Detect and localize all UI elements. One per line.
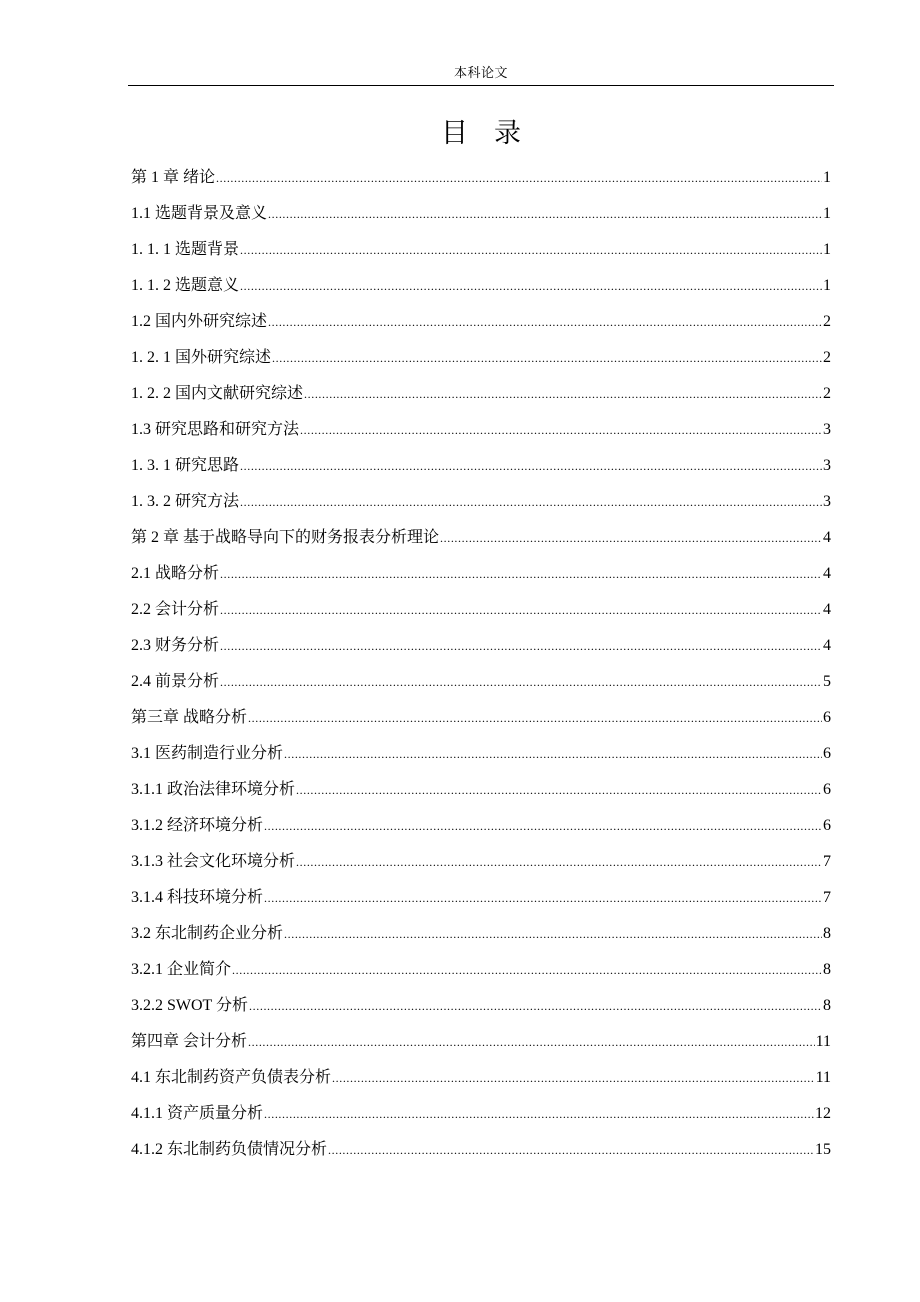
dot-leader: [249, 988, 822, 1024]
toc-entry-page: 15: [815, 1141, 831, 1158]
toc-entry[interactable]: [131, 412, 831, 448]
toc-entry[interactable]: [131, 484, 831, 520]
dot-leader: [232, 952, 822, 988]
toc-entry-title: 1.2 国内外研究综述: [131, 313, 268, 330]
toc-entry-title: 3.2.2 SWOT 分析: [131, 997, 249, 1014]
toc-entry[interactable]: [131, 448, 831, 484]
toc-entry-page: 6: [823, 709, 831, 726]
dot-leader: [240, 268, 822, 304]
toc-entry[interactable]: [131, 160, 831, 196]
dot-leader: [272, 340, 822, 376]
toc-entry-page: 2: [823, 313, 831, 330]
toc-entry-page: 11: [815, 1033, 831, 1050]
toc-entry-title: 第 2 章 基于战略导向下的财务报表分析理论: [131, 529, 440, 546]
dot-leader: [296, 844, 822, 880]
toc-entry-title: 3.1.4 科技环境分析: [131, 889, 264, 906]
toc-entry-title: 3.2.1 企业简介: [131, 961, 232, 978]
dot-leader: [248, 1024, 815, 1060]
toc-entry[interactable]: [131, 628, 831, 664]
toc-entry[interactable]: [131, 196, 831, 232]
toc-entry-title: 1. 1. 1 选题背景: [131, 241, 240, 258]
toc-entry-page: 1: [823, 241, 831, 258]
toc-entry[interactable]: [131, 952, 831, 988]
toc-entry[interactable]: [131, 340, 831, 376]
toc-entry-page: 4: [823, 565, 831, 582]
toc-entry-page: 3: [823, 457, 831, 474]
toc-entry-title: 1.1 选题背景及意义: [131, 205, 268, 222]
toc-entry-page: 8: [823, 925, 831, 942]
toc-entry-page: 5: [823, 673, 831, 690]
toc-entry[interactable]: [131, 520, 831, 556]
toc-entry-title: 第 1 章 绪论: [131, 169, 216, 186]
toc-entry-page: 2: [823, 385, 831, 402]
toc-list: [131, 160, 831, 1168]
toc-entry-page: 1: [823, 169, 831, 186]
toc-entry-page: 1: [823, 205, 831, 222]
toc-entry-title: 1. 3. 2 研究方法: [131, 493, 240, 510]
toc-entry-page: 12: [815, 1105, 831, 1122]
dot-leader: [248, 700, 822, 736]
toc-entry-title: 3.1.1 政治法律环境分析: [131, 781, 296, 798]
toc-entry-title: 第四章 会计分析: [131, 1033, 248, 1050]
toc-entry-page: 4: [823, 601, 831, 618]
toc-entry-title: 3.2 东北制药企业分析: [131, 925, 284, 942]
toc-entry[interactable]: [131, 1096, 831, 1132]
toc-entry[interactable]: [131, 1132, 831, 1168]
toc-entry[interactable]: [131, 700, 831, 736]
dot-leader: [220, 592, 822, 628]
dot-leader: [268, 196, 822, 232]
toc-entry[interactable]: [131, 556, 831, 592]
dot-leader: [296, 772, 822, 808]
toc-entry-title: 2.2 会计分析: [131, 601, 220, 618]
dot-leader: [240, 448, 822, 484]
toc-entry[interactable]: [131, 1060, 831, 1096]
dot-leader: [264, 1096, 814, 1132]
toc-entry-page: 11: [815, 1069, 831, 1086]
toc-entry-page: 7: [823, 853, 831, 870]
toc-entry-title: 4.1.1 资产质量分析: [131, 1105, 264, 1122]
toc-entry[interactable]: [131, 988, 831, 1024]
toc-entry-title: 4.1 东北制药资产负债表分析: [131, 1069, 332, 1086]
dot-leader: [220, 628, 822, 664]
toc-entry-title: 1.3 研究思路和研究方法: [131, 421, 300, 438]
toc-entry-page: 7: [823, 889, 831, 906]
toc-entry-page: 3: [823, 421, 831, 438]
toc-entry[interactable]: [131, 916, 831, 952]
toc-entry-title: 4.1.2 东北制药负债情况分析: [131, 1141, 328, 1158]
toc-entry-page: 4: [823, 529, 831, 546]
dot-leader: [216, 160, 822, 196]
toc-entry[interactable]: [131, 772, 831, 808]
dot-leader: [300, 412, 822, 448]
dot-leader: [220, 556, 822, 592]
toc-entry-title: 2.3 财务分析: [131, 637, 220, 654]
toc-entry[interactable]: [131, 808, 831, 844]
toc-entry[interactable]: [131, 376, 831, 412]
dot-leader: [332, 1060, 815, 1096]
dot-leader: [440, 520, 822, 556]
toc-entry-page: 6: [823, 745, 831, 762]
toc-entry-page: 2: [823, 349, 831, 366]
dot-leader: [284, 736, 822, 772]
toc-entry[interactable]: [131, 844, 831, 880]
dot-leader: [328, 1132, 814, 1168]
toc-entry[interactable]: [131, 1024, 831, 1060]
toc-entry[interactable]: [131, 304, 831, 340]
toc-title: 目录: [441, 118, 547, 149]
toc-entry-title: 1. 2. 1 国外研究综述: [131, 349, 272, 366]
dot-leader: [304, 376, 822, 412]
toc-entry-page: 8: [823, 997, 831, 1014]
dot-leader: [240, 232, 822, 268]
toc-entry-title: 3.1.3 社会文化环境分析: [131, 853, 296, 870]
dot-leader: [264, 808, 822, 844]
dot-leader: [220, 664, 822, 700]
header-rule: [128, 85, 834, 86]
toc-entry-page: 8: [823, 961, 831, 978]
toc-entry-title: 1. 2. 2 国内文献研究综述: [131, 385, 304, 402]
toc-entry-title: 3.1 医药制造行业分析: [131, 745, 284, 762]
dot-leader: [268, 304, 822, 340]
toc-entry-title: 1. 1. 2 选题意义: [131, 277, 240, 294]
toc-entry-title: 2.1 战略分析: [131, 565, 220, 582]
toc-entry[interactable]: [131, 736, 831, 772]
running-header: 本科论文: [453, 65, 508, 80]
toc-entry[interactable]: [131, 592, 831, 628]
toc-entry-title: 3.1.2 经济环境分析: [131, 817, 264, 834]
toc-entry[interactable]: [131, 664, 831, 700]
toc-entry[interactable]: [131, 232, 831, 268]
toc-entry-page: 4: [823, 637, 831, 654]
toc-entry-page: 6: [823, 781, 831, 798]
dot-leader: [264, 880, 822, 916]
toc-entry[interactable]: [131, 880, 831, 916]
toc-entry-title: 第三章 战略分析: [131, 709, 248, 726]
toc-entry-title: 1. 3. 1 研究思路: [131, 457, 240, 474]
toc-entry[interactable]: [131, 268, 831, 304]
toc-entry-page: 3: [823, 493, 831, 510]
dot-leader: [240, 484, 822, 520]
dot-leader: [284, 916, 822, 952]
toc-entry-page: 1: [823, 277, 831, 294]
toc-entry-page: 6: [823, 817, 831, 834]
toc-entry-title: 2.4 前景分析: [131, 673, 220, 690]
